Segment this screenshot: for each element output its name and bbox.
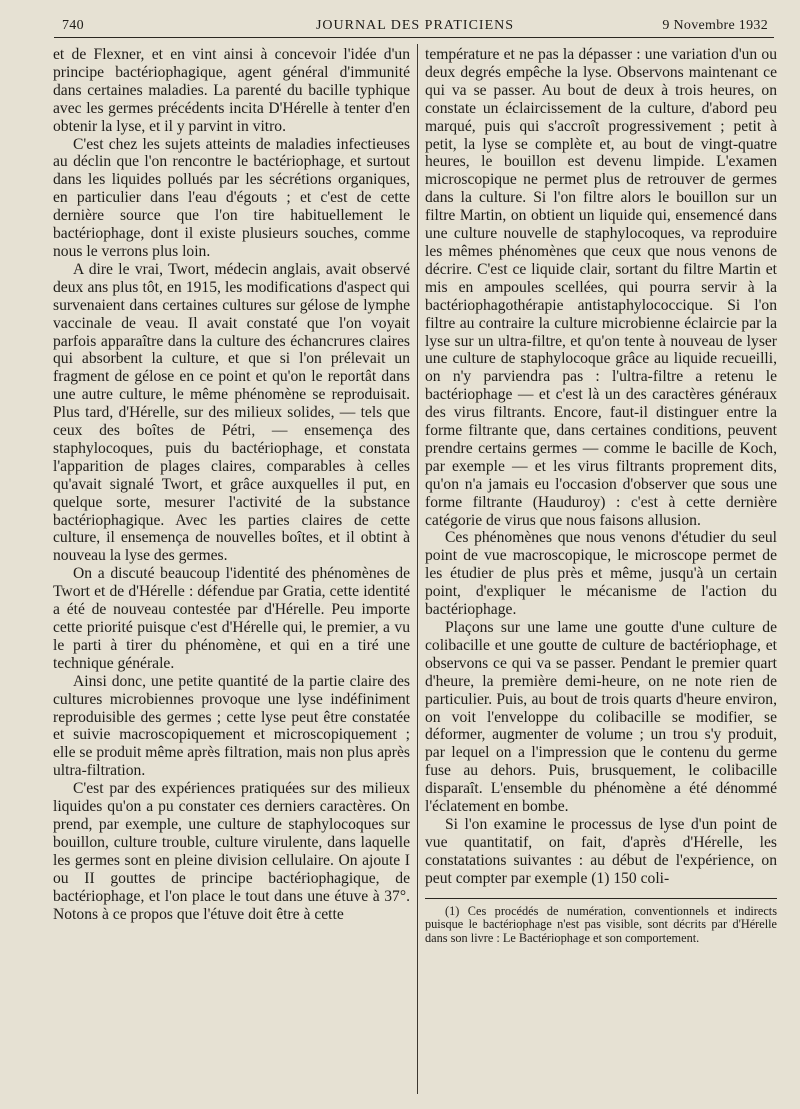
left-column	[53, 46, 410, 923]
paragraph: Si l'on examine le processus de lyse d'un point de vue quantitatif, on fait, d'après d'Hérelle, les constatations suivantes : au début de l'expérience, on peut compter par exemple (1) 150 coli-	[425, 815, 777, 887]
footnote: (1) Ces procédés de numération, conventionnels et indirects puisque le bactériophage n'est pas visible, sont décrits par d'Hérelle dans son livre : Le Bactériophage et son comportement.	[425, 903, 777, 945]
paragraph: C'est par des expériences pratiquées sur des milieux liquides qu'on a pu constater ces derniers caractères. On prend, par exemple, une culture de staphylocoques sur bouillon, culture trouble, culture virulente, dans laquelle les germes sont en pleine division cellulaire. On ajoute I ou II gouttes de principe bactériophagique, de bactériophage, et l'on place le tout dans une étuve à 37°. Notons à ce propos que l'étuve doit être à cette	[53, 780, 410, 923]
paragraph: Plaçons sur une lame une goutte d'une culture de colibacille et une goutte de culture de bactériophage, et observons ce qui va se passer. Pendant le premier quart d'heure, la première demi-heure, on ne note rien de particulier. Puis, au bout de trois quarts d'heure environ, on voit l'enveloppe du colibacille se modifier, se déformer, augmenter de volume ; un trou s'y produit, par lequel on a l'impression que le contenu du germe fuse au dehors. Puis, brusquement, le colibacille disparaît. L'ensemble du phénomène a été dénommé l'éclatement en bombe.	[425, 619, 777, 816]
page-number: 740	[62, 18, 84, 33]
paragraph: A dire le vrai, Twort, médecin anglais, avait observé deux ans plus tôt, en 1915, les modifications d'aspect qui survenaient dans certaines cultures sur gélose de lymphe vaccinale de veau. Il avait constaté que l'on voyait parfois apparaître dans la culture des échancrures claires qui absorbent la culture, et que si l'on prélevait un fragment de gélose en ce point et qu'on le reportât dans une autre culture, le même phénomène se reproduisait. Plus tard, d'Hérelle, sur des milieux solides, — tels que ceux des boîtes de Pétri, — ensemença des staphylocoques, puis du bactériophage, et constata l'apparition de plages claires, comparables à celles qu'avait signalé Twort, et grâce auxquelles il put, en quelque sorte, mesurer l'activité de la substance bactériophagique. Avec les parties claires de cette culture, il ensemença de nouvelles boîtes, et il obtint à nouveau la lyse des germes.	[53, 260, 410, 565]
header-rule	[54, 37, 774, 38]
paragraph: Ainsi donc, une petite quantité de la partie claire des cultures microbiennes provoque une lyse indéfiniment reproduisible des germes ; cette lyse peut être constatée et suivie macroscopiquement et microscopiquement ; elle se produit même après filtration, mais non plus après ultra-filtration.	[53, 672, 410, 780]
paragraph: et de Flexner, et en vint ainsi à concevoir l'idée d'un principe bactériophagique, agent général d'immunité dans certaines maladies. La parenté du bacille typhique avec les germes précédents incita D'Hérelle à tenter d'en obtenir la lyse, et il y parvint in vitro.	[53, 46, 410, 135]
paragraph: On a discuté beaucoup l'identité des phénomènes de Twort et de d'Hérelle : défendue par Gratia, cette identité a été de nouveau contestée par d'Hérelle. Peu importe cette priorité puisque c'est d'Hérelle qui, le premier, a vu le parti à tirer du phénomène, et qui en a tiré une technique générale.	[53, 565, 410, 672]
issue-date: 9 Novembre 1932	[662, 18, 768, 33]
column-divider	[417, 44, 418, 1094]
footnote-rule	[425, 898, 777, 899]
running-header	[62, 14, 768, 36]
paragraph: C'est chez les sujets atteints de maladies infectieuses au déclin que l'on rencontre le bactériophage, et surtout dans les liquides pollués par les sécrétions organiques, en particulier dans l'eau d'égouts ; et c'est de cette dernière source que l'on tire habituellement le bactériophage, dont il existe plusieurs souches, comme nous le verrons plus loin.	[53, 135, 410, 260]
right-column	[425, 46, 777, 945]
paragraph: température et ne pas la dépasser : une variation d'un ou deux degrés empêche la lyse. Observons maintenant ce qui va se passer. Au bout de deux à trois heures, on constate un éclaircissement de la culture, d'abord peu marqué, puis qui s'accroît progressivement ; petit à petit, la lyse se complète et, au bout de vingt-quatre heures, le bouillon est devenu limpide. L'examen microscopique ne permet plus de retrouver de germes dans la culture. Si l'on filtre alors le bouillon sur un filtre Martin, on obtient un liquide qui, ensemencé dans une culture nouvelle de staphylocoques, va reproduire les mêmes phénomènes que ceux que nous venons de décrire. C'est ce liquide clair, sortant du filtre Martin et mis en ampoules scellées, qui pourra servir à la bactériophagothérapie antistaphylococcique. Si l'on filtre au contraire la culture microbienne éclaircie par la lyse sur un ultra-filtre, et qu'on tente à nouveau de lyser une culture de staphylocoque grâce au liquide recueilli, on n'y parviendra pas : l'ultra-filtre a retenu le bactériophage — et c'est là un des caractères généraux des virus filtrants. Encore, faut-il distinguer entre la forme filtrante que, dans certaines conditions, peuvent prendre certains germes — comme le bacille de Koch, par exemple — et les virus filtrants proprement dits, qu'on n'a jamais eu l'occasion d'observer que sous une forme filtrante (Hauduroy) : c'est à cette dernière catégorie de virus que nous faisons allusion.	[425, 46, 777, 529]
journal-title: JOURNAL DES PRATICIENS	[315, 18, 515, 33]
paragraph: Ces phénomènes que nous venons d'étudier du seul point de vue macroscopique, le microscope permet de les étudier de plus près et même, jusqu'à un certain point, d'expliquer le mécanisme de l'action du bactériophage.	[425, 529, 777, 619]
